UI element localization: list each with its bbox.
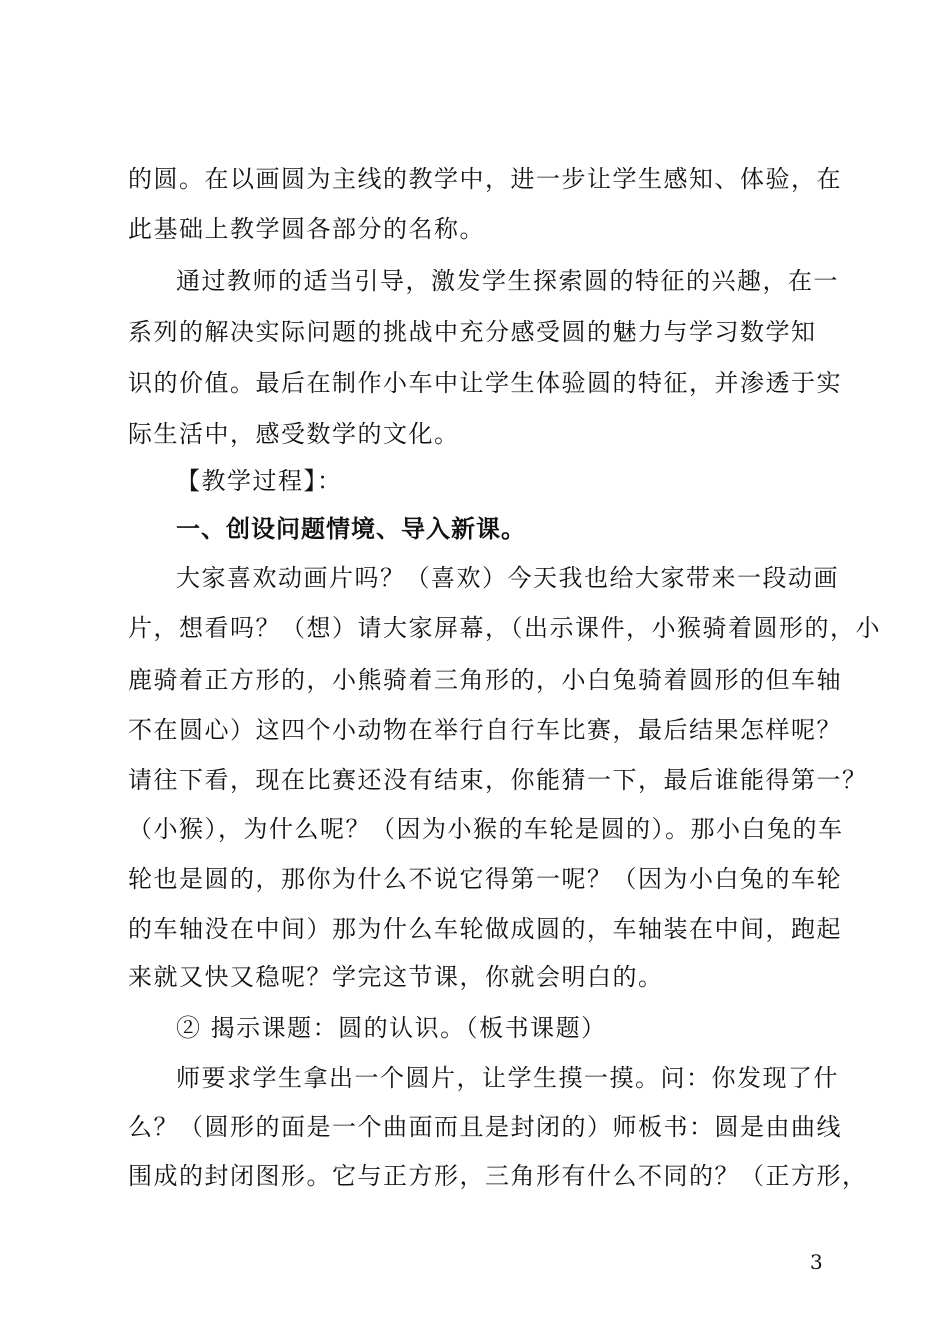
paragraph-line: 么？（圆形的面是一个曲面而且是封闭的）师板书：圆是由曲线 [128,1113,842,1141]
paragraph-line: 片，想看吗？（想）请大家屏幕，（出示课件，小猴骑着圆形的，小 [128,614,881,642]
page-number: 3 [810,1250,823,1274]
paragraph-line: 师要求学生拿出一个圆片，让学生摸一摸。问：你发现了什 [176,1064,839,1092]
paragraph-line: 系列的解决实际问题的挑战中充分感受圆的魅力与学习数学知 [128,318,817,346]
paragraph-line: 通过教师的适当引导，激发学生探索圆的特征的兴趣，在一 [176,267,839,295]
section-heading: 一、创设问题情境、导入新课。 [176,515,526,543]
paragraph-line: 的圆。在以画圆为主线的教学中，进一步让学生感知、体验，在 [128,165,842,193]
paragraph-line: 来就又快又稳呢？学完这节课，你就会明白的。 [128,963,664,991]
lesson-topic-line: ② 揭示课题：圆的认识。（板书课题） [176,1014,607,1042]
paragraph-line: 轮也是圆的，那你为什么不说它得第一呢？（因为小白兔的车轮 [128,865,842,893]
paragraph-line: 请往下看，现在比赛还没有结束，你能猜一下，最后谁能得第一？ [128,766,868,794]
section-label: 【教学过程】： [176,467,343,495]
paragraph-line: 不在圆心）这四个小动物在举行自行车比赛，最后结果怎样呢？ [128,716,842,744]
paragraph-line: 鹿骑着正方形的，小熊骑着三角形的，小白兔骑着圆形的但车轴 [128,666,842,694]
paragraph-line: （小猴），为什么呢？（因为小猴的车轮是圆的）。那小白兔的车 [128,815,844,843]
paragraph-line: 围成的封闭图形。它与正方形，三角形有什么不同的？（正方形， [128,1162,868,1190]
paragraph-line: 际生活中，感受数学的文化。 [128,420,460,448]
paragraph-line: 的车轴没在中间）那为什么车轮做成圆的，车轴装在中间，跑起 [128,915,842,943]
paragraph-line: 识的价值。最后在制作小车中让学生体验圆的特征，并渗透于实 [128,369,842,397]
paragraph-line: 此基础上教学圆各部分的名称。 [128,215,485,243]
paragraph-line: 大家喜欢动画片吗？（喜欢）今天我也给大家带来一段动画 [176,564,839,592]
